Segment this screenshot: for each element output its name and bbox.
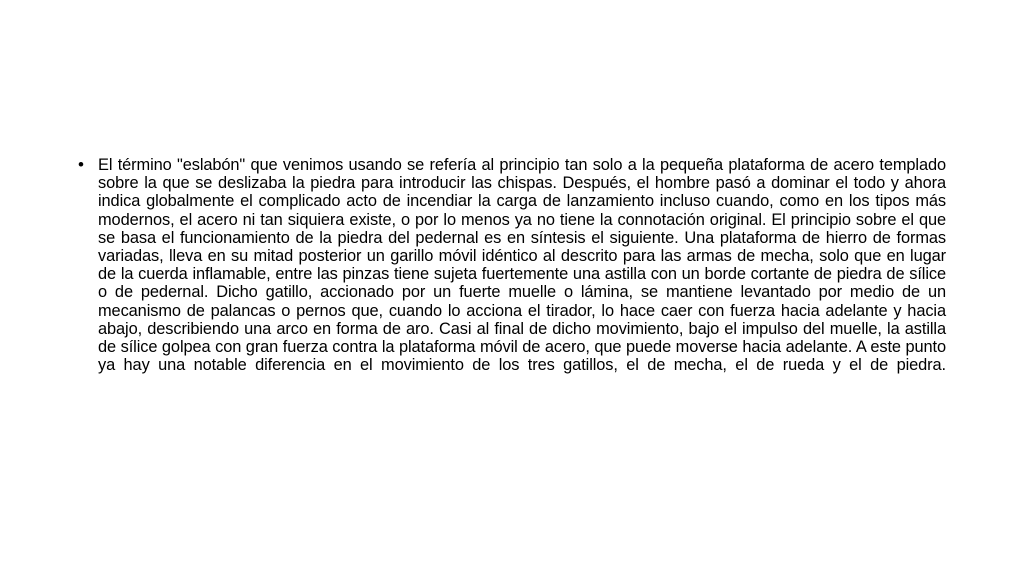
body-paragraph: El término "eslabón" que venimos usando se refería al principio tan solo a la pequeña plataforma de acero templado sobre la que se deslizaba la piedra para introducir las chispas. Después, el hombre pasó a dominar el todo y ahora indica globalmente el complicado acto de incendiar la carga de lanzamiento incluso cuando, como en los tipos más modernos, el acero ni tan siquiera existe, o por lo menos ya no tiene la connotación original. El principio sobre el que se basa el funcionamiento de la piedra del pedernal es en síntesis el siguiente. Una plataforma de hierro de formas variadas, lleva en su mitad posterior un garillo móvil idéntico al descrito para las armas de mecha, solo que en lugar de la cuerda inflamable, entre las pinzas tiene sujeta fuertemente una astilla con un borde cortante de piedra de sílice o de pedernal. Dicho gatillo, accionado por un fuerte muelle o lámina, se mantiene levantado por medio de un mecanismo de palancas o pernos que, cuando lo acciona el tirador, lo hace caer con fuerza hacia adelante y hacia abajo, describiendo una arco en forma de aro. Casi al final de dicho movimiento, bajo el impulso del muelle, la astilla de sílice golpea con gran fuerza contra la plataforma móvil de acero, que puede moverse hacia adelante. A este punto ya hay una notable diferencia en el movimiento de los tres gatillos, el de mecha, el de rueda y el de piedra. xyxy=(98,156,946,375)
bullet-marker: • xyxy=(78,155,84,174)
bullet-list-item xyxy=(78,156,946,374)
